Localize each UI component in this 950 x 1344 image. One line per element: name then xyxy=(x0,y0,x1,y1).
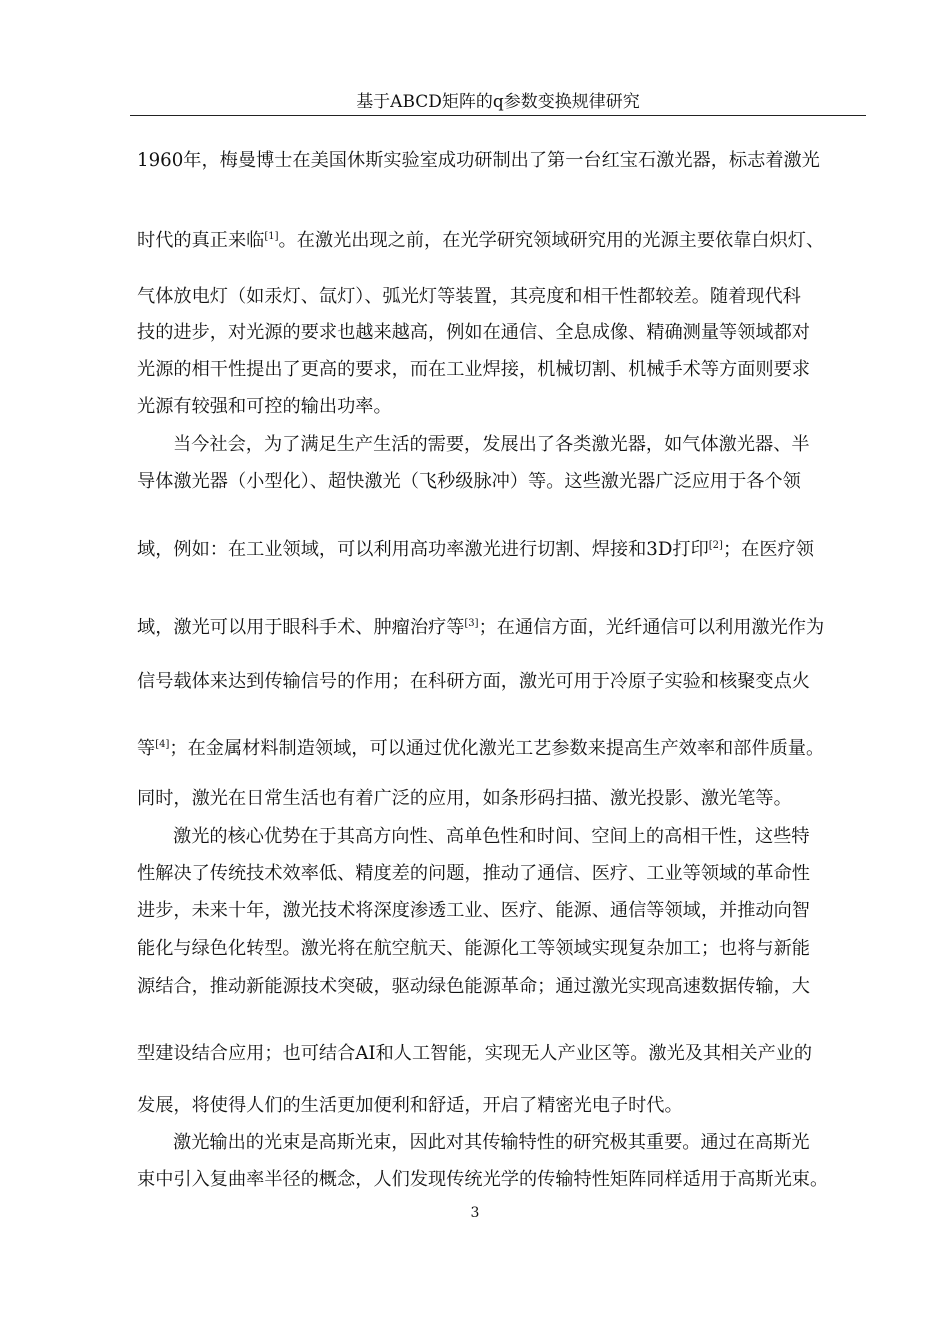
text-line-6: 光源有较强和可控的输出功率。 xyxy=(137,396,392,417)
text-line-4: 技的进步，对光源的要求也越来越高，例如在通信、全息成像、精确测量等领域都对 xyxy=(137,322,810,343)
text-line-19: 型建设结合应用；也可结合AI和人工智能，实现无人产业区等。激光及其相关产业的 xyxy=(137,1043,813,1064)
citation-3: [3] xyxy=(464,617,479,629)
text-line-2: 时代的真正来临[1]。在激光出现之前，在光学研究领域研究用的光源主要依靠白炽灯、 xyxy=(137,230,825,251)
text-line-13: 同时，激光在日常生活也有着广泛的应用，如条形码扫描、激光投影、激光笔等。 xyxy=(137,788,792,809)
text-line-1: 1960年，梅曼博士在美国休斯实验室成功研制出了第一台红宝石激光器，标志着激光 xyxy=(137,150,820,171)
citation-2: [2] xyxy=(708,539,723,551)
text-line-22: 束中引入复曲率半径的概念，人们发现传统光学的传输特性矩阵同样适用于高斯光束。 xyxy=(137,1169,829,1190)
text-line-16: 进步，未来十年，激光技术将深度渗透工业、医疗、能源、通信等领域，并推动向智 xyxy=(137,900,810,921)
text-line-18: 源结合，推动新能源技术突破，驱动绿色能源革命；通过激光实现高速数据传输，大 xyxy=(137,976,810,997)
text-line-15: 性解决了传统技术效率低、精度差的问题，推动了通信、医疗、工业等领域的革命性 xyxy=(137,863,810,884)
text-line-5: 光源的相干性提出了更高的要求，而在工业焊接，机械切割、机械手术等方面则要求 xyxy=(137,359,810,380)
text-line-17: 能化与绿色化转型。激光将在航空航天、能源化工等领域实现复杂加工；也将与新能 xyxy=(137,938,810,959)
page-number: 3 xyxy=(470,1205,480,1221)
text-line-8: 导体激光器（小型化）、超快激光（飞秒级脉冲）等。这些激光器广泛应用于各个领 xyxy=(137,471,801,492)
header-rule xyxy=(130,115,866,116)
text-line-7: 当今社会，为了满足生产生活的需要，发展出了各类激光器，如气体激光器、半 xyxy=(173,434,810,455)
text-line-20: 发展，将使得人们的生活更加便利和舒适，开启了精密光电子时代。 xyxy=(137,1095,683,1116)
header-title: 基于ABCD矩阵的q参数变换规律研究 xyxy=(356,92,640,112)
citation-1: [1] xyxy=(264,230,279,242)
text-line-9: 域，例如：在工业领域，可以利用高功率激光进行切割、焊接和3D打印[2]；在医疗领 xyxy=(137,539,814,560)
text-line-12: 等[4]；在金属材料制造领域，可以通过优化激光工艺参数来提高生产效率和部件质量。 xyxy=(137,738,825,759)
text-line-11: 信号载体来达到传输信号的作用；在科研方面，激光可用于冷原子实验和核聚变点火 xyxy=(137,671,810,692)
citation-4: [4] xyxy=(155,738,170,750)
text-line-14: 激光的核心优势在于其高方向性、高单色性和时间、空间上的高相干性，这些特 xyxy=(173,826,810,847)
text-line-10: 域，激光可以用于眼科手术、肿瘤治疗等[3]；在通信方面，光纤通信可以利用激光作为 xyxy=(137,617,825,638)
text-line-21: 激光输出的光束是高斯光束，因此对其传输特性的研究极其重要。通过在高斯光 xyxy=(173,1132,810,1153)
text-line-3: 气体放电灯（如汞灯、氙灯）、弧光灯等装置，其亮度和相干性都较差。随着现代科 xyxy=(137,286,801,307)
